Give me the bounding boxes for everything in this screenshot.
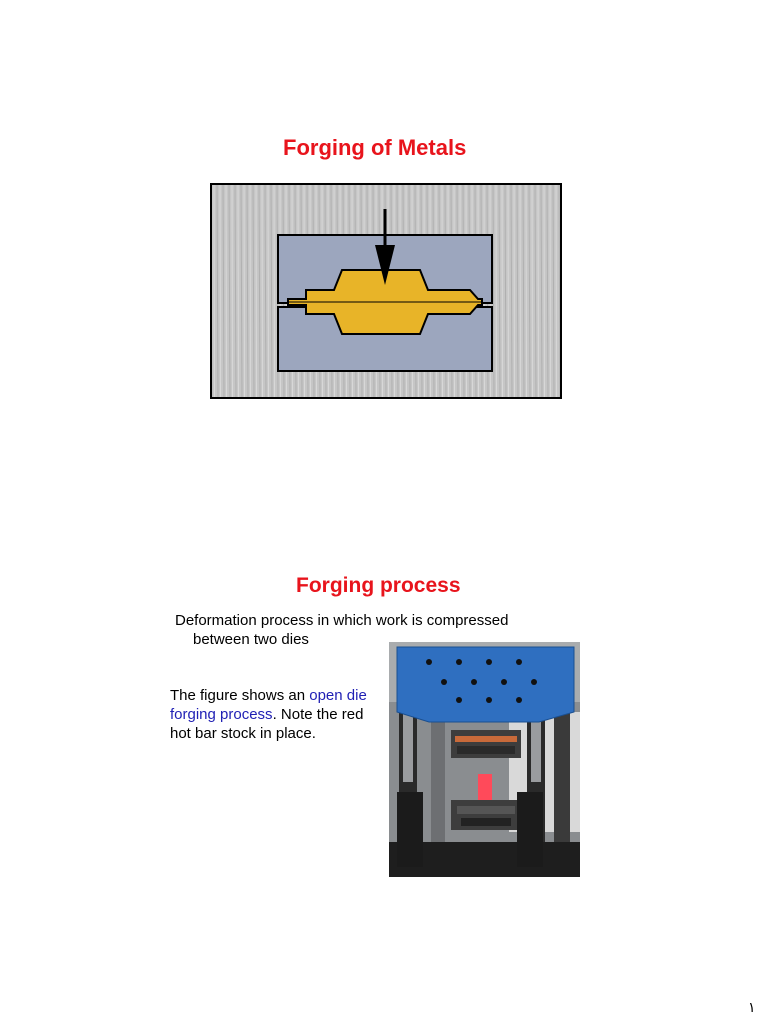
slide-title-forging-process: Forging process [296,574,461,597]
closed-die-forging-diagram [210,183,562,399]
definition-text-line2: between two dies [193,631,309,648]
page-number: ١ [748,1000,756,1016]
press-crown [397,647,574,722]
slide-title-forging-of-metals: Forging of Metals [283,135,467,160]
hot-bar-stock [478,774,492,800]
caption-highlight: open die forging process [170,687,367,723]
caption-part1: The figure shows an [170,687,310,704]
figure-caption [170,686,375,743]
open-die-forging-press-photo [389,642,580,877]
definition-text-line1: Deformation process in which work is compressed [175,612,509,629]
caption-part2: . Note the red hot bar stock in place. [170,706,364,742]
